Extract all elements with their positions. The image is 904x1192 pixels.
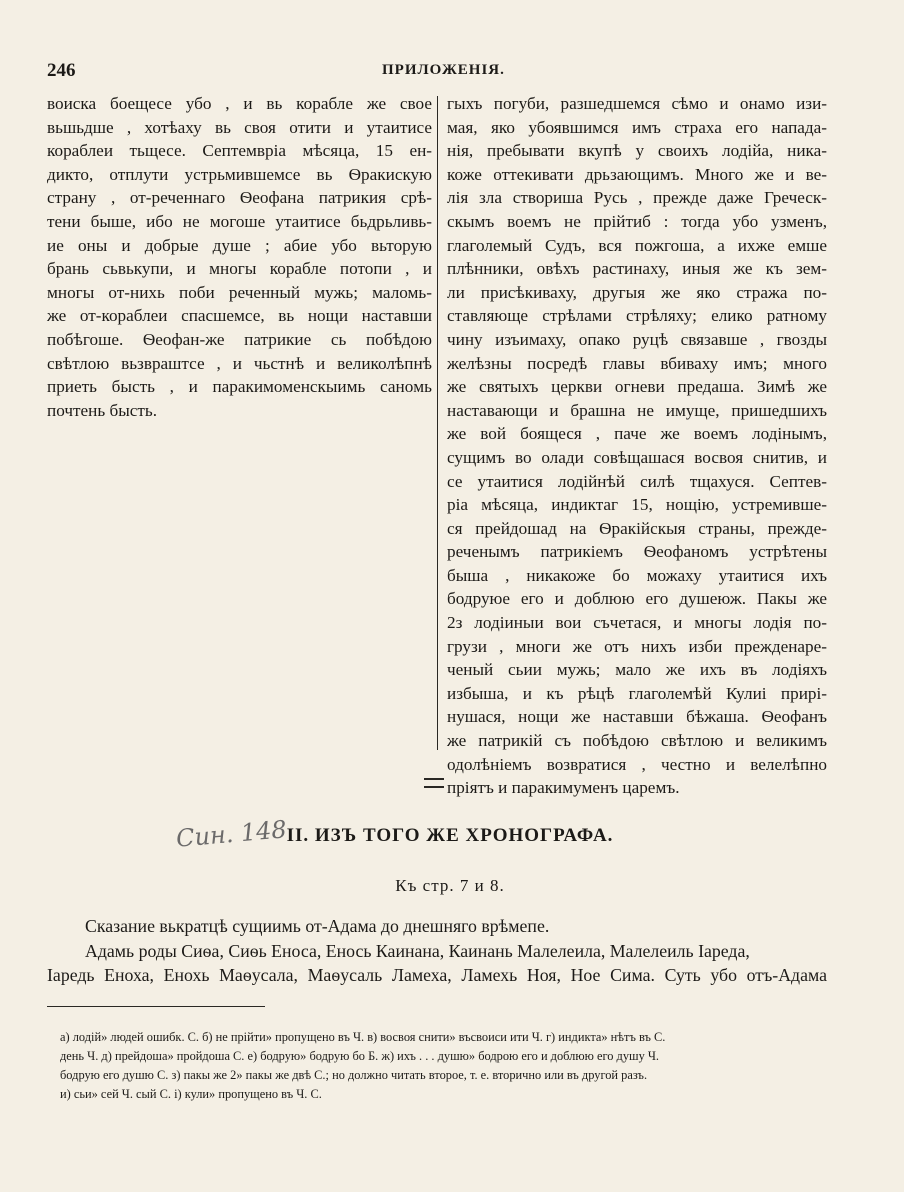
- text-line: реченымъ патрикіемъ Ѳеофаномъ устрѣтены: [447, 542, 827, 562]
- text-line: пріятъ и паракимуменъ царемъ.: [447, 778, 680, 798]
- text-line: избыша, и къ рѣцѣ глаголемѣй Кулиі прирі-: [447, 683, 827, 703]
- text-line: страну , от-реченнагo Ѳеофана патрикия срѣ-: [47, 188, 432, 208]
- right-column: [447, 92, 827, 800]
- text-line: ли присѣкиваху, другыя же яко стража по-: [447, 282, 827, 302]
- text-line: грузи , многи же отъ нихъ изби прежденаре-: [447, 636, 827, 656]
- text-line: воиска боещесе убо , и вь корабле же свое: [47, 94, 432, 113]
- text-line: Іаредь Еноха, Енохь Маѳусала, Маѳусаль Ламеха, Ламехь Ноя, Ное Сима. Суть убо отъ-Адама: [47, 965, 827, 985]
- text-line: брань сьвькупи, и многы корабле потопи , и: [47, 259, 432, 279]
- text-line: же вой боящеся , паче же воемъ лодінымъ,: [447, 424, 827, 444]
- text-line: се утаитися лодійнѣй силѣ тщахуся. Септев-: [447, 471, 827, 491]
- text-line: ріа мѣсяца, индиктаг 15, нощію, устремивше-: [447, 495, 827, 515]
- text-line: лія зла створиша Русь , прежде даже Греческ-: [447, 188, 827, 208]
- text-line: ся прейдошад на Ѳракійскыя страны, прежде-: [447, 518, 827, 538]
- section-subheading: Къ стр. 7 и 8.: [395, 876, 505, 895]
- text-line: Адамь роды Сиѳа, Сиѳь Еноса, Енось Каинана, Каинань Малелеила, Малелеиль Іареда,: [85, 940, 750, 961]
- text-line: почтень бысть.: [47, 400, 158, 420]
- text-line: 2з лодіиныи вои съчетася, и многы лодія по-: [447, 613, 827, 633]
- text-line: гыхъ погуби, разшедшемся сѣмо и онамо изи-: [447, 94, 827, 113]
- text-line: наставающи и брашна не имуще, пришедшихъ: [447, 400, 827, 420]
- page-number: 246: [47, 60, 76, 81]
- text-line: мая, яко убоявшимся имъ страха его нападa-: [447, 117, 827, 137]
- footnotes: [60, 1028, 830, 1104]
- text-line: же от-кораблеи спасшемсе, вь нощи наставши: [47, 306, 432, 326]
- footnote-rule: [47, 1006, 265, 1007]
- text-line: ие оны и добрые душе ; абие убо вьторую: [47, 235, 432, 255]
- text-line: же патрикій съ побѣдою свѣтлою и великимъ: [447, 731, 827, 751]
- text-line: приеть бысть , и паракимоменскыимь санoмь: [47, 377, 432, 397]
- text-line: Сказание вькратцѣ сущиимь от-Адама до днешняго врѣмепе.: [85, 916, 550, 936]
- text-line: нушася, нощи же наставши бѣжаша. Ѳеофанъ: [447, 707, 827, 727]
- text-line: одолѣніемъ возвратися , честно и велелѣпно: [447, 754, 827, 774]
- text-line: скымъ воемъ не прійтиб : тогда убо узменъ,: [447, 211, 827, 231]
- text-line: кораблеи тьщесе. Септемвріа мѣсяца, 15 ен-: [47, 141, 432, 161]
- text-line: желѣзны посредѣ главы вбиваху имъ; много: [447, 353, 827, 373]
- text-line: коже оттекивати дрьзающимъ. Много же и ве-: [447, 164, 827, 184]
- text-line: чину изъимаху, опако руцѣ связавше , гвозды: [447, 329, 827, 349]
- running-title: ПРИЛОЖЕНІЯ.: [382, 62, 505, 78]
- text-line: бодруюе его и доблюю его душеюж. Пакы же: [447, 589, 827, 609]
- text-line: сущимъ во олади совѣщашася восвоя снитив, и: [447, 447, 827, 467]
- section-heading: II. ИЗЪ ТОГО ЖЕ ХРОНОГРАФА.: [286, 825, 614, 846]
- text-line: дикто, отплути устрьмившемсе вь Ѳракискую: [47, 164, 432, 184]
- text-line: нія, пребывати вкупѣ у своихъ лодійа, ника-: [447, 141, 827, 161]
- text-line: побѣгоше. Ѳеофан-же патрикие сь побѣдою: [47, 329, 432, 349]
- left-column: [47, 92, 432, 422]
- text-line: плѣнники, овѣхъ растинаху, иныя же къ зем-: [447, 259, 827, 279]
- text-line: же святыхъ церкви огневи предаша. Зимѣ же: [447, 377, 827, 397]
- footnote-line: бодрую его душю С. з) пакы же 2» пакы же двѣ С.; но должно читать второе, т. е. вторично или въ другой разъ.: [60, 1068, 648, 1082]
- text-line: ставляюще стрѣлами стрѣляху; елико ратному: [447, 306, 827, 326]
- text-line: многы от-нихь поби реченный мужь; маломь-: [47, 282, 432, 302]
- text-line: свѣтлою вьзвраштсе , и чьстнѣ и великолѣпнѣ: [47, 353, 432, 373]
- text-line: быша , никакоже бо можаху утаитися ихъ: [447, 565, 827, 585]
- footnote-line: день Ч. д) прейдоша» пройдоша С. е) бодрую» бодрую бо Б. ж) ихъ . . . душю» бодрою его и доблюю его душу Ч.: [60, 1049, 660, 1063]
- footnote-line: и) сьи» сей Ч. сый С. і) кули» пропущено въ Ч. С.: [60, 1087, 322, 1101]
- footnote-line: а) лодій» людей ошибк. С. б) не прійти» пропущено въ Ч. в) восвоя снити» въсвоиси ити Ч. г) индикта» нѣтъ въ С.: [60, 1030, 666, 1044]
- text-line: глаголемый Судъ, вся пожгоша, а ихже емше: [447, 235, 827, 255]
- section-body: [47, 914, 827, 988]
- text-line: вьшьдше , хотѣаху вь своя отити и утаитисе: [47, 117, 432, 137]
- handwritten-margin-note: Син. 148: [174, 815, 288, 853]
- text-line: тени быше, ибо не могоше утаитисе бьдрьливь-: [47, 211, 432, 231]
- column-divider: [437, 96, 438, 750]
- text-line: ченый сьии мужь; мало же ихъ въ лодіяхъ: [447, 660, 827, 680]
- section-separator: [424, 778, 444, 788]
